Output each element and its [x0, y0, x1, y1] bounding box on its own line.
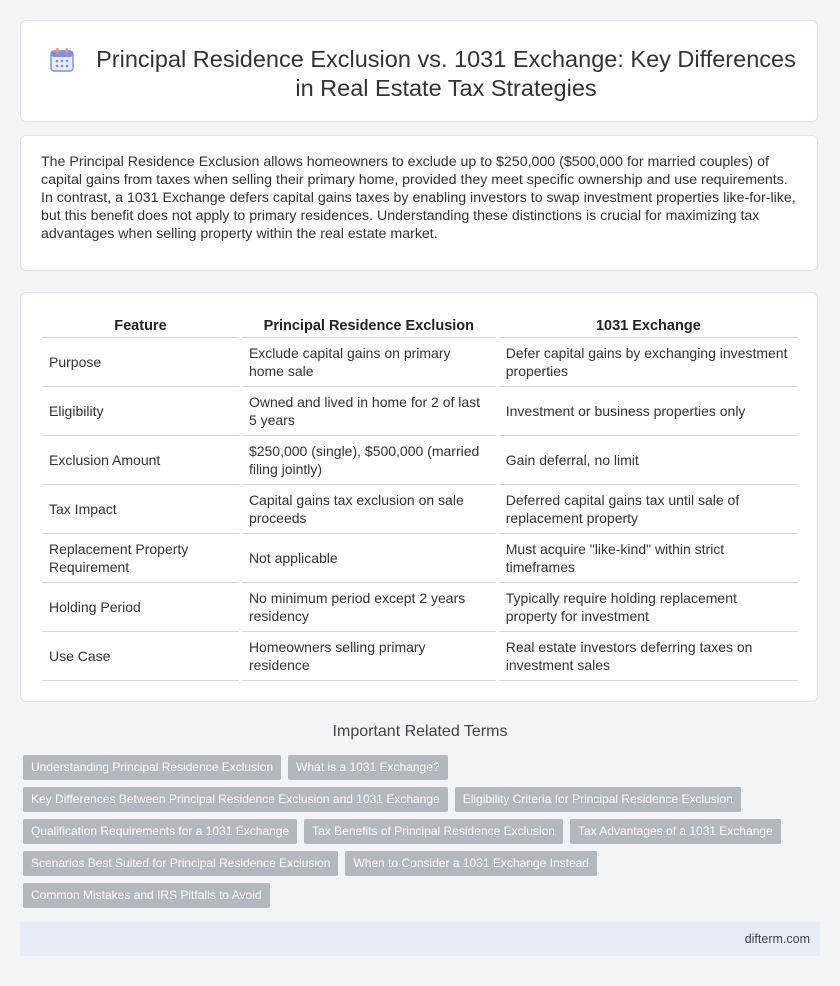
- table-row: [42, 632, 798, 681]
- comparison-table: [42, 315, 798, 681]
- related-term-tag[interactable]: Tax Benefits of Principal Residence Exclusion: [304, 819, 563, 844]
- header-feature: Feature: [42, 315, 240, 338]
- table-cell: Holding Period: [42, 583, 240, 632]
- table-cell: Must acquire "like-kind" within strict timeframes: [497, 534, 798, 583]
- intro-paragraph: The Principal Residence Exclusion allows homeowners to exclude up to $250,000 ($500,000 for married couples) of capital gains from taxes when selling their primary home, provided they meet specific ownership and use requirements. In contrast, a 1031 Exchange defers capital gains taxes by enabling investors to swap investment properties like-for-like, but this benefit does not apply to primary residences. Understanding these distinctions is crucial for maximizing tax advantages when selling property within the real estate market.: [41, 154, 796, 242]
- intro-card: [20, 135, 818, 271]
- table-cell: Capital gains tax exclusion on sale proceeds: [240, 485, 497, 534]
- related-term-tag[interactable]: Scenarios Best Suited for Principal Residence Exclusion: [23, 851, 338, 876]
- title-card: [20, 20, 818, 122]
- related-term-tag[interactable]: What is a 1031 Exchange?: [288, 755, 447, 780]
- comparison-card: [20, 292, 818, 702]
- related-terms-list: [23, 755, 813, 915]
- table-cell: Defer capital gains by exchanging investment properties: [497, 338, 798, 387]
- related-terms-heading: Important Related Terms: [332, 723, 508, 740]
- footer-site-link[interactable]: difterm.com: [744, 932, 810, 946]
- table-cell: Typically require holding replacement property for investment: [497, 583, 798, 632]
- table-row: [42, 534, 798, 583]
- related-term-tag[interactable]: When to Consider a 1031 Exchange Instead: [345, 851, 597, 876]
- table-cell: Purpose: [42, 338, 240, 387]
- page-title: Principal Residence Exclusion vs. 1031 Exchange: Key Differences in Real Estate Tax Strategies: [96, 46, 796, 101]
- table-cell: Use Case: [42, 632, 240, 681]
- table-cell: Exclude capital gains on primary home sale: [240, 338, 497, 387]
- table-cell: $250,000 (single), $500,000 (married filing jointly): [240, 436, 497, 485]
- table-cell: Exclusion Amount: [42, 436, 240, 485]
- related-term-tag[interactable]: Key Differences Between Principal Residence Exclusion and 1031 Exchange: [23, 787, 448, 812]
- table-row: [42, 436, 798, 485]
- table-cell: Deferred capital gains tax until sale of replacement property: [497, 485, 798, 534]
- table-cell: Investment or business properties only: [497, 387, 798, 436]
- table-cell: Not applicable: [240, 534, 497, 583]
- table-cell: Real estate investors deferring taxes on investment sales: [497, 632, 798, 681]
- table-cell: Replacement Property Requirement: [42, 534, 240, 583]
- related-term-tag[interactable]: Common Mistakes and IRS Pitfalls to Avoid: [23, 883, 270, 908]
- table-row: [42, 387, 798, 436]
- table-cell: Homeowners selling primary residence: [240, 632, 497, 681]
- table-row: [42, 338, 798, 387]
- table-cell: Tax Impact: [42, 485, 240, 534]
- header-principal-residence: Principal Residence Exclusion: [240, 315, 497, 338]
- table-row: [42, 485, 798, 534]
- calendar-icon: [49, 47, 75, 73]
- related-term-tag[interactable]: Qualification Requirements for a 1031 Exchange: [23, 819, 297, 844]
- related-term-tag[interactable]: Eligibility Criteria for Principal Residence Exclusion: [455, 787, 741, 812]
- table-cell: Eligibility: [42, 387, 240, 436]
- header-1031-exchange: 1031 Exchange: [497, 315, 798, 338]
- table-row: [42, 583, 798, 632]
- footer: [20, 922, 820, 956]
- related-term-tag[interactable]: Tax Advantages of a 1031 Exchange: [570, 819, 781, 844]
- table-cell: Gain deferral, no limit: [497, 436, 798, 485]
- table-cell: Owned and lived in home for 2 of last 5 years: [240, 387, 497, 436]
- table-header-row: [42, 315, 798, 338]
- table-cell: No minimum period except 2 years residency: [240, 583, 497, 632]
- related-term-tag[interactable]: Understanding Principal Residence Exclusion: [23, 755, 281, 780]
